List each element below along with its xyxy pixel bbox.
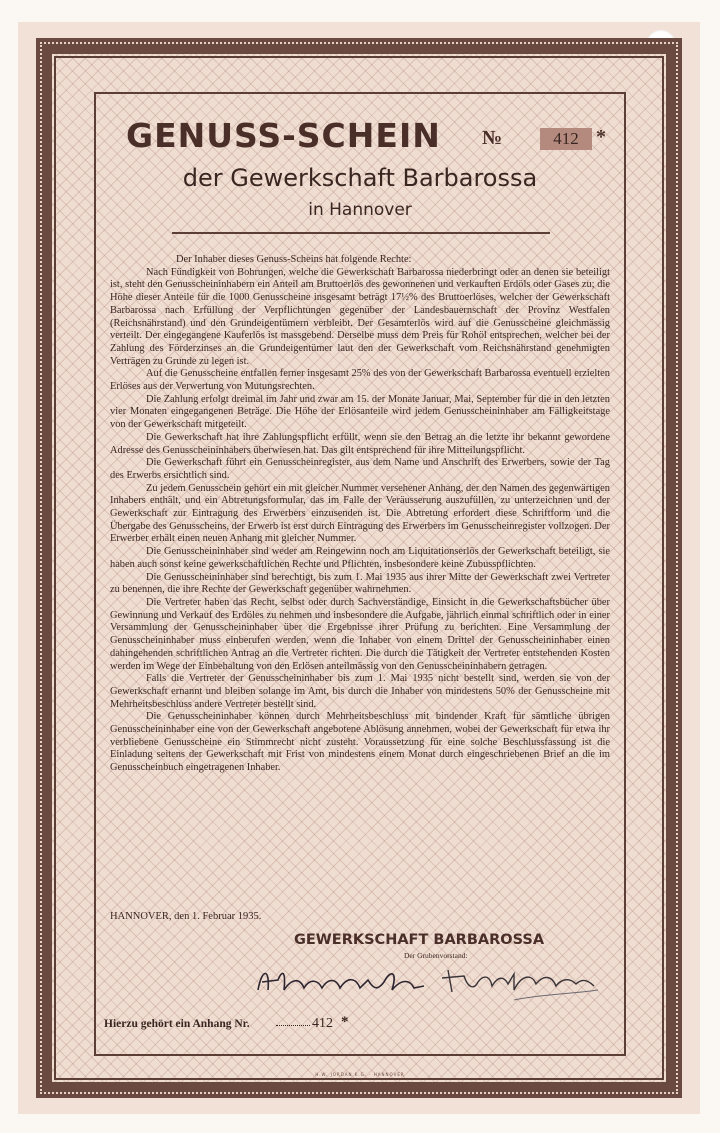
- signature-right: [452, 999, 482, 1004]
- terms-paragraph: Die Vertreter haben das Recht, selbst oder durch Sachverständige, Einsicht in die Gewerkschaftsbücher über Gewinnung und Verkauf des Erdöles zu nehmen und insbesondere die Aufgabe, jährlich einmal schriftlich oder in einer Versammlung der Genusscheininhaber über die Ergebnisse ihrer Prüfung zu berichten. Eine Versammlung der Genusscheininhaber muss einberufen werden, wenn die Inhaber von einem Drittel der Genusscheininhaber einen dahingehenden schriftlichen Antrag an die Vertreter richten. Die durch die Tätigkeit der Vertreter entstehenden Kosten werden im Wege der Einbehaltung von den Erlösen anteilmässig von den Genusscheininhabern getragen.: [110, 596, 610, 672]
- terms-paragraph: Die Gewerkschaft führt ein Genusscheinregister, aus dem Name und Anschrift des Erwerbers, sowie der Tag des Erwerbs ersichtlich sind.: [110, 457, 610, 481]
- signature-mark: [514, 990, 598, 1000]
- annex-label: Hierzu gehört ein Anhang Nr.: [104, 1018, 250, 1030]
- annex-dotted-line: [276, 1025, 310, 1026]
- signatures: [252, 960, 602, 1004]
- terms-text: [110, 254, 610, 775]
- printer-imprint: H.W. JORDAN K.G. · HANNOVER: [315, 1072, 405, 1077]
- terms-paragraph: Der Inhaber dieses Genuss-Scheins hat folgende Rechte:: [176, 254, 412, 265]
- dateline: HANNOVER, den 1. Februar 1935.: [110, 911, 262, 922]
- number-star: *: [596, 126, 606, 148]
- number-sign: №: [482, 127, 503, 149]
- terms-paragraph: Die Genusscheininhaber können durch Mehrheitsbeschluss mit bindender Kraft für sämtliche übrigen Genusscheininhaber eine von der Gewerkschaft angebotene Ablösung annehmen, wobei der Gewerkschaft für etwa ihr verbliebene Genusscheine ein Stimmrecht nicht zusteht. Voraussetzung für eine solche Beschlussfassung ist die Einladung seitens der Gewerkschaft mit Frist von mindestens einem Monat durch eingeschriebenen Brief an die im Genusscheinbuch eingetragenen Inhaber.: [110, 711, 610, 774]
- annex-number: 412: [312, 1016, 333, 1031]
- company-subtitle: der Gewerkschaft Barbarossa: [182, 164, 538, 192]
- terms-paragraph: Die Genusscheininhaber sind weder am Reingewinn noch am Liquitationserlös der Gewerkschaft beteiligt, sie haben auch sonst keine gewerkschaftlichen Rechte und Pflichten, insbesondere keine Zubusspflichten.: [110, 546, 610, 570]
- terms-paragraph: Die Zahlung erfolgt dreimal im Jahr und zwar am 15. der Monate Januar, Mai, September für die in den letzten vier Monaten eingegangenen Beträge. Die Höhe der Erlösanteile wird jedem Genusscheininhaber am Fälligkeitstage von der Gewerkschaft mitgeteilt.: [110, 393, 610, 431]
- certificate-title: GENUSS-SCHEIN: [126, 116, 441, 155]
- terms-paragraph: Die Gewerkschaft hat ihre Zahlungspflicht erfüllt, wenn sie den Betrag an die letzte ihr bekannt gewordene Adresse des Genusscheininhabers überwiesen hat. Das gilt entsprechend für ihre Mitteilungspflicht.: [110, 431, 610, 456]
- title-row: [104, 116, 616, 156]
- signature-mark: [442, 970, 594, 992]
- terms-paragraph: Falls die Vertreter der Genusscheininhaber bis zum 1. Mai 1935 nicht bestellt sind, werden sie von der Gewerkschaft ernannt und bleiben solange im Amt, bis durch die Inhaber von mindestens 50% der Genusscheine mit Mehrheitsbeschluss andere Vertreter bestellt sind.: [110, 673, 610, 710]
- annex-star: *: [341, 1014, 349, 1030]
- issuer-name: GEWERKSCHAFT BARBAROSSA: [294, 932, 545, 948]
- signature-left: [262, 999, 302, 1004]
- title-rule: [172, 232, 550, 234]
- terms-paragraph: Auf die Genusscheine entfallen ferner insgesamt 25% des von der Gewerkschaft Barbarossa eventuell erzielten Erlöses aus der Verwertung von Mutungsrechten.: [110, 368, 610, 393]
- certificate-number: 412: [540, 128, 592, 150]
- company-place: in Hannover: [308, 200, 412, 220]
- terms-paragraph: Zu jedem Genusschein gehört ein mit gleicher Nummer versehener Anhang, der den Namen des gegenwärtigen Inhabers enthält, und ein Abtretungsformular, das im Falle der Veräusserung auszufüllen, zu unterzeichnen und der Gewerkschaft zur Eintragung des Erwerbers einzusenden ist. Die Abtretung erfordert diese Schriftform und die Übergabe des Genusscheins, der Erwerb ist erst durch Eintragung des Erwerbers im Genusscheinregister vollzogen. Der Erwerber erhält einen neuen Anhang mit gleicher Nummer.: [110, 482, 610, 545]
- signature-mark: [258, 973, 424, 990]
- terms-paragraph: Die Genusscheininhaber sind berechtigt, bis zum 1. Mai 1935 aus ihrer Mitte der Gewerkschaft zwei Vertreter zu benennen, die ihre Rechte der Gewerkschaft gegenüber wahrnehmen.: [110, 571, 610, 596]
- terms-paragraph: Nach Fündigkeit von Bohrungen, welche die Gewerkschaft Barbarossa niederbringt oder an denen sie beteiligt ist, steht den Genusscheininhabern ein Anteil am Bruttoerlös des gewonnenen und verkauften Erdöls oder Gases zu; die Höhe dieser Anteile für die 1000 Genusscheine insgesamt beträgt 17½% des Bruttoerlöses, welcher der Gewerkschaft Barbarossa nach Erfüllung der Verpflichtungen gegenüber der Landesbauernschaft der Provinz Westfalen (Reichsnährstand) und den Grundeigentümern verbleibt. Der Gesamterlös wird auf die Genusscheine gleichmässig verteilt. Der eingegangene Kauferlös ist massgebend. Derselbe muss dem Preis für Rohöl entsprechen, welcher bei der Zahlung des Förderzinses an die Grundeigentümer laut den der Gewerkschaft vom Reichsnährstand genehmigten Verträgen zu Grunde zu legen ist.: [110, 266, 610, 367]
- board-label: Der Grubenvorstand:: [404, 951, 468, 960]
